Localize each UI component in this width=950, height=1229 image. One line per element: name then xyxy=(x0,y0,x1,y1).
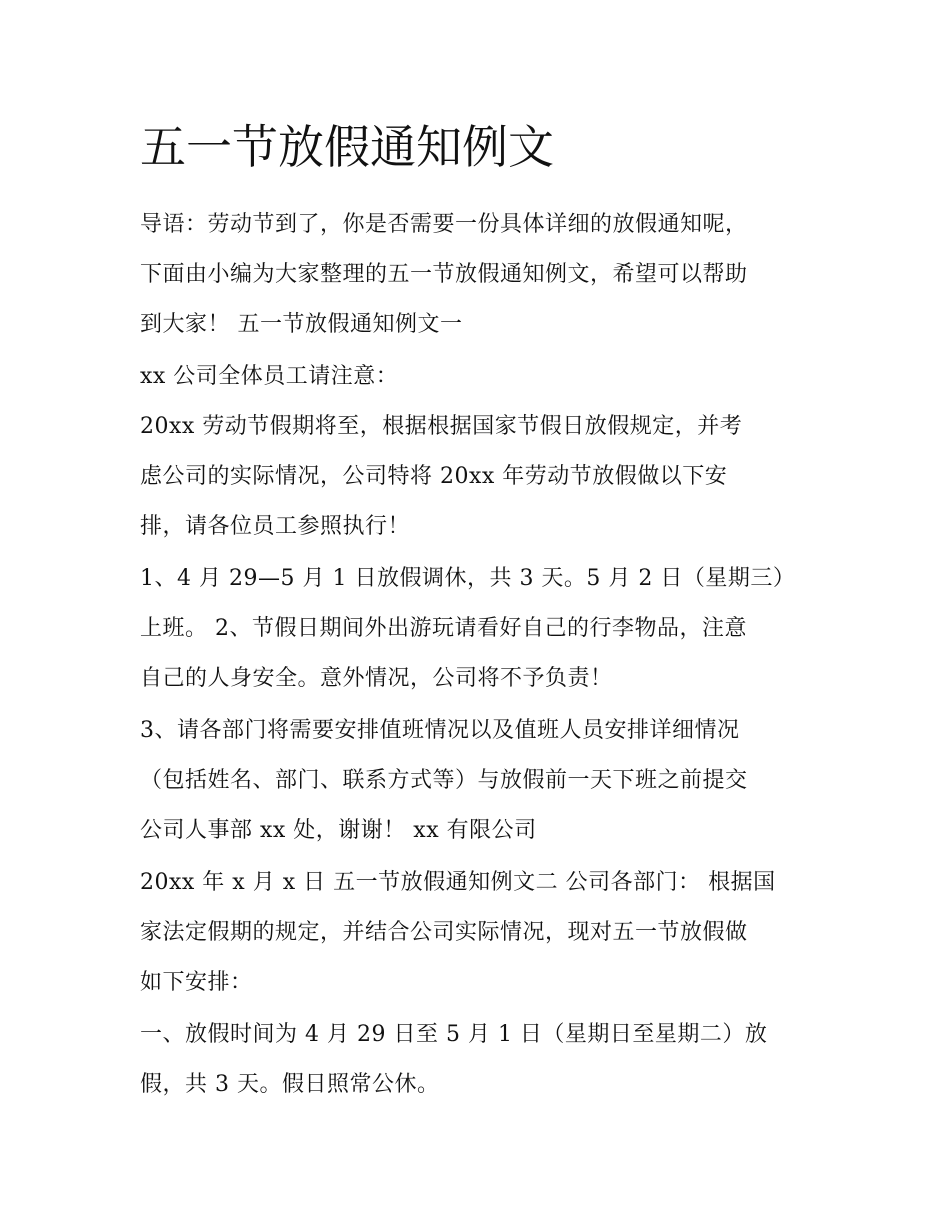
body-line-14: 20xx 年 x 月 x 日 五一节放假通知例文二 公司各部门： 根据国 xyxy=(140,870,776,895)
body-line-15: 家法定假期的规定，并结合公司实际情况，现对五一节放假做 xyxy=(140,920,748,945)
body-line-11: 3、请各部门将需要安排值班情况以及值班人员安排详细情况 xyxy=(140,718,740,743)
body-line-4: xx 公司全体员工请注意： xyxy=(140,364,399,389)
body-line-18: 假，共 3 天。假日照常公休。 xyxy=(140,1072,440,1097)
body-line-17: 一、放假时间为 4 月 29 日至 5 月 1 日（星期日至星期二）放 xyxy=(140,1022,768,1047)
body-line-3: 到大家！ 五一节放假通知例文一 xyxy=(140,312,463,337)
body-line-1: 导语：劳动节到了，你是否需要一份具体详细的放假通知呢， xyxy=(140,212,748,237)
body-line-5: 20xx 劳动节假期将至，根据根据国家节假日放假规定，并考 xyxy=(140,414,743,439)
body-line-2: 下面由小编为大家整理的五一节放假通知例文，希望可以帮助 xyxy=(140,262,748,287)
document-title: 五一节放假通知例文 xyxy=(140,120,554,174)
body-line-8: 1、4 月 29—5 月 1 日放假调休，共 3 天。5 月 2 日（星期三） xyxy=(140,566,796,591)
body-line-7: 排，请各位员工参照执行！ xyxy=(140,514,411,539)
body-line-9: 上班。 2、节假日期间外出游玩请看好自己的行李物品，注意 xyxy=(140,616,747,641)
body-line-16: 如下安排： xyxy=(140,970,253,995)
body-line-10: 自己的人身安全。意外情况，公司将不予负责！ xyxy=(140,666,613,691)
body-line-6: 虑公司的实际情况，公司特将 20xx 年劳动节放假做以下安 xyxy=(140,464,728,489)
body-line-13: 公司人事部 xx 处，谢谢！ xx 有限公司 xyxy=(140,818,537,843)
body-line-12: （包括姓名、部门、联系方式等）与放假前一天下班之前提交 xyxy=(140,768,748,793)
